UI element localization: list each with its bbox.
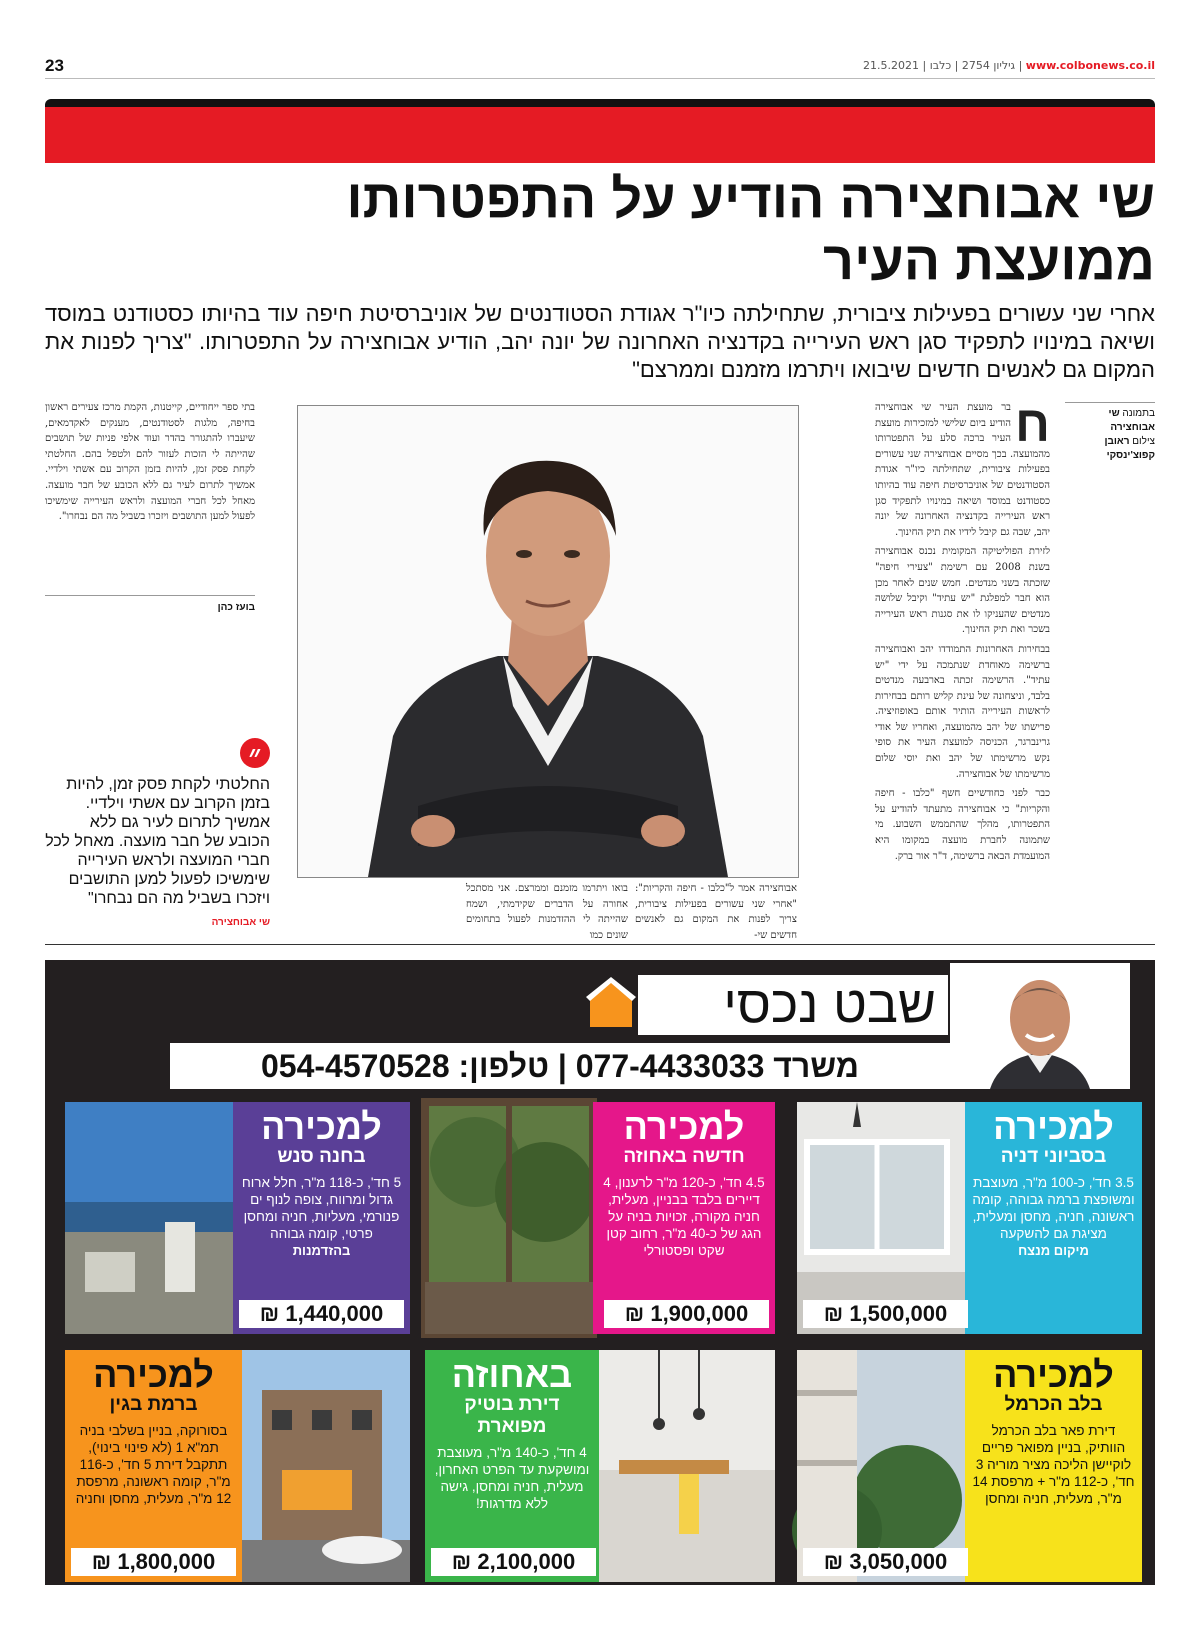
listing-description: 4.5 חד', כ-120 מ"ר לרענון, 4 דיירים בלבד בבניין, מעלית, חניה מקורה, זכויות בניה על הגג של כ-40 מ"ר, רחוב קטן שקט ופסטורלי bbox=[603, 1175, 765, 1258]
listing-location: ברמת בגין bbox=[109, 1394, 198, 1415]
headline bbox=[45, 168, 1155, 292]
ad-brand-box bbox=[638, 975, 948, 1035]
byline: בועז כהן bbox=[217, 602, 255, 613]
listing-description: 5 חד', כ-118 מ"ר, חלל ארוח גדול ומרווח, צופה לנוף ים פנורמי, מעליות, חניה ומחסן פרטי, קומה גבוהה bbox=[241, 1175, 402, 1241]
listing-description: דירת פאר בלב הכרמל הוותיק, בניין מפואר פריים לוקיישן הליכה מציר מוריה 3 חד', כ-112 מ"ר + מרפסת 14 מ"ר, מעלית, חניה ומחסן bbox=[972, 1423, 1135, 1506]
headline-line-1: שי אבוחצירה הודיע על התפטרותו bbox=[346, 169, 1155, 229]
listing-highlight: בהזדמנות bbox=[292, 1243, 351, 1258]
house-icon bbox=[586, 977, 636, 1029]
article-paragraph-1: בר מועצת העיר שי אבוחצירה הודיע ביום שלישי למזכירות מועצת העיר ברכה סלע על התפטרותו מהמועצה. בכך מסיים אבוחצירה שני עשורים בפעילות ציבורית, שתחילתה כיו"ר אגודת הסטודנטים של אוניברסיטת חיפה עוד בהיותו כסטודנט במוסד ושיאה במינויו לתפקיד סגן ראש העירייה בקדנציה האחרונה של יונה יהב, שבה גם קיבל לידיו את תיק החינוך. bbox=[875, 402, 1050, 538]
listing-card[interactable] bbox=[65, 1350, 410, 1582]
agent-photo bbox=[950, 963, 1130, 1089]
byline-divider bbox=[45, 595, 255, 596]
article-divider bbox=[45, 944, 1155, 945]
listing-card[interactable] bbox=[425, 1102, 775, 1334]
listing-card[interactable] bbox=[65, 1102, 410, 1334]
listing-title: למכירה bbox=[93, 1354, 214, 1395]
portrait-photo bbox=[297, 405, 799, 878]
ad-phone-numbers[interactable]: משרד 077-4433033 | טלפון: 054-4570528 bbox=[260, 1048, 859, 1084]
page-header bbox=[45, 56, 1155, 79]
pull-quote: החלטתי לקחת פסק זמן, להיות בזמן הקרוב עם אשתי וילדיי. אמשיך לתרום לעיר גם ללא הכובע של חבר מועצה. מאחל לכל חברי המועצה ולראש העירייה שימשיכו לפעול למען התושבים ויזכרו בשביל מה הם נבחרו" bbox=[45, 776, 270, 907]
listing-location: בסביוני דניה bbox=[1000, 1146, 1107, 1167]
listing-price: ₪ 1,800,000 bbox=[71, 1548, 236, 1576]
dropcap: ח bbox=[1014, 396, 1050, 452]
headline-line-2: ממועצת העיר bbox=[822, 231, 1155, 291]
listing-highlight: מיקום מנצח bbox=[1018, 1243, 1089, 1258]
listing-title: למכירה bbox=[261, 1106, 382, 1147]
listing-photo bbox=[65, 1102, 233, 1334]
pull-quote-author: שי אבוחצירה bbox=[211, 917, 270, 928]
listing-description: בסורוקה, בניין בשלבי בניה תמ"א 1 (לא פינוי בינוי), תתקבל דירת 5 חד', כ-116 מ"ר, קומה ראשונה, מרפסת 12 מ"ר, מעלית, מחסן וחניה bbox=[75, 1423, 232, 1506]
listing-card[interactable] bbox=[797, 1350, 1142, 1582]
banner-top-strip bbox=[45, 99, 1155, 107]
listing-card[interactable] bbox=[425, 1350, 775, 1582]
ad-phones-box bbox=[170, 1043, 950, 1089]
caption-photo-name: שי אבוחצירה bbox=[1108, 408, 1155, 433]
listing-title: למכירה bbox=[993, 1106, 1114, 1147]
header-date: 21.5.2021 bbox=[863, 59, 920, 72]
portrait-illustration bbox=[298, 406, 798, 877]
listing-description: 3.5 חד', כ-100 מ"ר, מעוצבת ומשופצת ברמה גבוהה, קומה ראשונה, חניה, מחסן ומעלית, מציגת גם להשקעה bbox=[972, 1175, 1135, 1241]
listing-photo bbox=[425, 1102, 593, 1334]
listing-price: ₪ 3,050,000 bbox=[803, 1548, 968, 1576]
header-publication: כלבו bbox=[929, 59, 952, 72]
photo-caption bbox=[1065, 402, 1155, 463]
listing-price: ₪ 1,500,000 bbox=[803, 1300, 968, 1328]
article-column-right bbox=[875, 396, 1050, 935]
caption-photo-label: בתמונה bbox=[1122, 408, 1155, 419]
listing-price: ₪ 1,900,000 bbox=[604, 1300, 769, 1328]
caption-credit-name: ראובן קפוצ'ינסקי bbox=[1104, 436, 1155, 461]
subheadline: אחרי שני עשורים בפעילות ציבורית, שתחילתה כיו"ר אגודת הסטודנטים של אוניברסיטת חיפה עוד בהיותו כסטודנט במוסד ושיאה במינויו לתפקיד סגן ראש העירייה בקדנציה האחרונה של יונה יהב, הודיע אבוחצירה על התפטרותו. "צריך לפנות את המקום גם לאנשים חדשים שיבואו ויתרמו מזמנם וממרצם" bbox=[45, 301, 1155, 382]
listing-photo bbox=[599, 1350, 775, 1582]
article-paragraph-3: בבחירות האחרונות התמודדו יהב ואבוחצירה ברשימה מאוחדת שנתמכה על ידי "יש עתיד". הרשימה זכתה בארבעה מנדטים בלבד, וניצחונה של עינת קליש רותם בבחירות לראשות העירייה הותיר אותם באופוזיציה. פרישתו של יהב מהמועצה, ואחריו של אודי גרינברגר, הכניסה למועצת העיר את סופי נקש מרשימתו של יהב ואת יוסי שלום מרשימתו של אבוחצירה. bbox=[875, 643, 1050, 780]
listing-price: ₪ 2,100,000 bbox=[431, 1548, 596, 1576]
listing-title: באחוזה bbox=[451, 1354, 573, 1395]
listing-location: בלב הכרמל bbox=[1004, 1394, 1103, 1415]
quote-icon: ״ bbox=[240, 738, 270, 768]
header-site-link[interactable]: www.colbonews.co.il bbox=[1025, 59, 1155, 72]
header-issue: גיליון 2754 bbox=[961, 59, 1016, 72]
listing-location: דירת בוטיק מפוארת bbox=[464, 1394, 560, 1437]
caption-credit-label: צילום bbox=[1132, 436, 1155, 447]
listing-location: בחנה סנש bbox=[277, 1146, 366, 1167]
header-meta: 21.5.2021 | גיליון 2754 | כלבו | www.colbonews.co.il bbox=[863, 59, 1155, 72]
listing-card[interactable] bbox=[797, 1102, 1142, 1334]
article-paragraph-4: כבר לפני כחודשיים חשף "כלבו - חיפה והקריות" כי אבוחצירה מתעתד להודיע על התפטרותו, מהלך שהתממש השבוע. מי שתמונה לחברת מועצה במקומו היא המועמדת הבאה ברשימה, ד"ר אור ברק. bbox=[875, 788, 1050, 862]
listing-description: 4 חד', כ-140 מ"ר, מעוצבת ומושקעת עד הפרט האחרון, מעלית, חניה ומחסן, גישה ללא מדרגות! bbox=[434, 1445, 590, 1511]
article-column-bottom-1: אבוחצירה אמר ל"כלבו - חיפה והקריות": "אחרי שני עשורים בפעילות ציבורית, צריך לפנות את המקום גם לאנשים חדשים שי- bbox=[635, 883, 797, 941]
article-column-left: בתי ספר ייחודיים, קייטנות, הקמת מרכז צעירים ראשון בחיפה, מלגות לסטודנטים, מענקים לאקדמאים, שיעברו להתגורר בהדר ועוד אלפי פניות של תושבים שהייתה לי הזכות לעזור להם ולטפל בהם. החלטתי לקחת פסק זמן, להיות בזמן הקרוב עם אשתי וילדיי. אמשיך לתרום לעיר גם ללא הכובע של חבר מועצה. מאחל לכל חברי המועצה ולראש העירייה שימשיכו לפעול למען התושבים ויזכרו בשביל מה הם נבחרו". bbox=[45, 402, 255, 523]
article-paragraph-2: לזירת הפוליטיקה המקומית נכנס אבוחצירה בשנת 2008 עם רשימת "צעירי חיפה" שזכתה בשני מנדטים. חמש שנים לאחר מכן הוא חבר למפלגת "יש עתיד" וקיבל שלושה מנדטים שהעניקו לו את סגנות ראש העירייה בשכר ואת תיק החינוך. bbox=[875, 546, 1050, 636]
listing-price: ₪ 1,440,000 bbox=[239, 1300, 404, 1328]
listing-photo bbox=[242, 1350, 410, 1582]
page-number: 23 bbox=[45, 56, 64, 75]
listing-panel bbox=[965, 1350, 1142, 1582]
article-column-bottom-2: בואו ויתרמו מזמנם וממרצם. אני מסתכל אחורה על הדברים שקידמתי, ושמח שהייתה לי ההזדמנות לפעול בתחומים שונים כמו bbox=[466, 883, 628, 941]
ad-brand: שבט נכסי bbox=[723, 976, 936, 1034]
listing-title: למכירה bbox=[623, 1106, 745, 1147]
listing-title: למכירה bbox=[993, 1354, 1114, 1395]
listing-location: חדשה באחוזה bbox=[623, 1146, 745, 1167]
red-banner bbox=[45, 107, 1155, 163]
listing-panel bbox=[965, 1102, 1142, 1334]
